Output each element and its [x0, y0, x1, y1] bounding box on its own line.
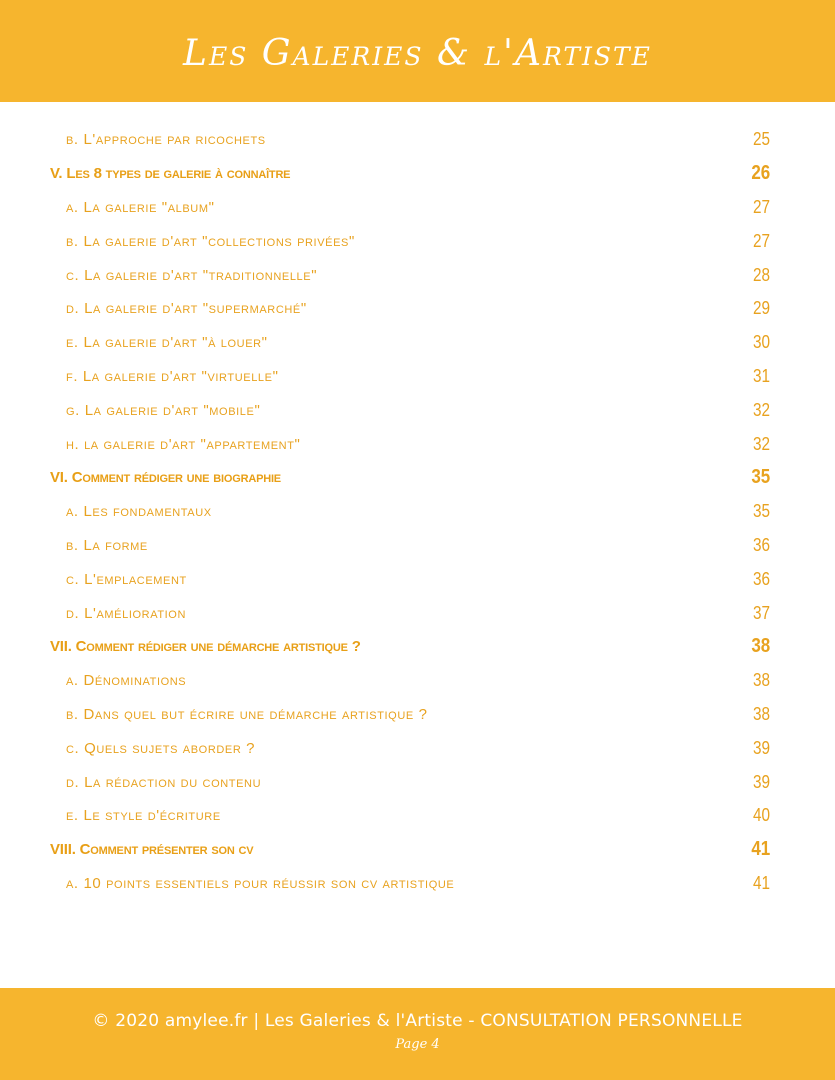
toc-section-page: 41: [751, 838, 770, 861]
toc-entry-label: e. Le style d'écriture: [66, 807, 221, 825]
toc-entry-page: 36: [752, 534, 770, 555]
toc-entry-page: 27: [752, 196, 770, 217]
toc-entry[interactable]: [50, 799, 770, 833]
toc-entry-page: 39: [752, 737, 770, 758]
table-of-contents: [50, 123, 770, 900]
toc-entry[interactable]: [50, 326, 770, 360]
toc-entry-label: c. Quels sujets aborder ?: [66, 739, 256, 757]
toc-entry[interactable]: [50, 664, 770, 698]
page-number: Page 4: [395, 1037, 440, 1052]
toc-entry[interactable]: [50, 765, 770, 799]
toc-entry[interactable]: [50, 224, 770, 258]
toc-entry[interactable]: [50, 867, 770, 901]
document-title: Les Galeries & l'Artiste: [183, 32, 652, 74]
toc-entry-label: c. L'emplacement: [66, 570, 187, 588]
toc-entry-page: 38: [752, 670, 770, 691]
toc-entry-label: b. La forme: [66, 536, 148, 554]
toc-entry-page: 32: [752, 433, 770, 454]
toc-entry-label: d. L'amélioration: [66, 604, 186, 622]
toc-entry-page: 37: [752, 602, 770, 623]
toc-entry-label: a. La galerie "album": [66, 198, 215, 216]
toc-entry-page: 36: [752, 568, 770, 589]
toc-entry-page: 38: [752, 703, 770, 724]
toc-entry-label: e. La galerie d'art "à louer": [66, 334, 268, 352]
toc-entry[interactable]: [50, 427, 770, 461]
toc-entry[interactable]: [50, 495, 770, 529]
toc-entry-label: a. 10 points essentiels pour réussir son cv artistique: [66, 874, 455, 892]
toc-section[interactable]: [50, 157, 770, 191]
toc-entry[interactable]: [50, 258, 770, 292]
toc-entry[interactable]: [50, 191, 770, 225]
toc-entry-label: a. Dénominations: [66, 672, 187, 690]
toc-entry-label: d. La galerie d'art "supermarché": [66, 300, 307, 318]
toc-entry[interactable]: [50, 698, 770, 732]
toc-entry-label: a. Les fondamentaux: [66, 503, 212, 521]
toc-section-page: 35: [751, 466, 770, 489]
toc-entry[interactable]: [50, 529, 770, 563]
toc-entry-page: 35: [752, 501, 770, 522]
toc-entry[interactable]: [50, 123, 770, 157]
toc-entry[interactable]: [50, 393, 770, 427]
toc-section[interactable]: [50, 833, 770, 867]
toc-entry[interactable]: [50, 292, 770, 326]
toc-section-page: 38: [751, 635, 770, 658]
toc-section[interactable]: [50, 461, 770, 495]
toc-section-label: VII. Comment rédiger une démarche artistique ?: [50, 638, 361, 656]
toc-entry-page: 41: [752, 872, 770, 893]
toc-section[interactable]: [50, 630, 770, 664]
toc-entry[interactable]: [50, 562, 770, 596]
footer-copyright: © 2020 amylee.fr | Les Galeries & l'Artiste - CONSULTATION PERSONNELLE: [92, 1011, 743, 1031]
toc-entry-label: d. La rédaction du contenu: [66, 773, 262, 791]
toc-entry-label: f. La galerie d'art "virtuelle": [66, 367, 279, 385]
toc-entry-label: c. La galerie d'art "traditionnelle": [66, 266, 318, 284]
toc-entry-page: 29: [752, 298, 770, 319]
toc-section-label: VIII. Comment présenter son cv: [50, 841, 254, 859]
toc-entry[interactable]: [50, 360, 770, 394]
toc-entry-label: b. La galerie d'art "collections privées": [66, 232, 355, 250]
toc-entry-label: b. L'approche par ricochets: [66, 131, 266, 149]
toc-entry-page: 30: [752, 332, 770, 353]
toc-entry-page: 40: [752, 805, 770, 826]
toc-entry-page: 27: [752, 230, 770, 251]
toc-entry-label: h. la galerie d'art "appartement": [66, 435, 301, 453]
toc-section-page: 26: [751, 162, 770, 185]
page-footer: [0, 988, 835, 1080]
toc-entry-page: 25: [752, 129, 770, 150]
toc-entry-label: b. Dans quel but écrire une démarche artistique ?: [66, 705, 428, 723]
toc-entry-page: 31: [752, 365, 770, 386]
toc-entry[interactable]: [50, 731, 770, 765]
toc-entry-label: g. La galerie d'art "mobile": [66, 401, 261, 419]
toc-entry[interactable]: [50, 596, 770, 630]
toc-section-label: V. Les 8 types de galerie à connaître: [50, 165, 291, 183]
toc-entry-page: 28: [752, 264, 770, 285]
page-header: [0, 0, 835, 102]
toc-entry-page: 32: [752, 399, 770, 420]
toc-entry-page: 39: [752, 771, 770, 792]
toc-section-label: VI. Comment rédiger une biographie: [50, 469, 281, 487]
